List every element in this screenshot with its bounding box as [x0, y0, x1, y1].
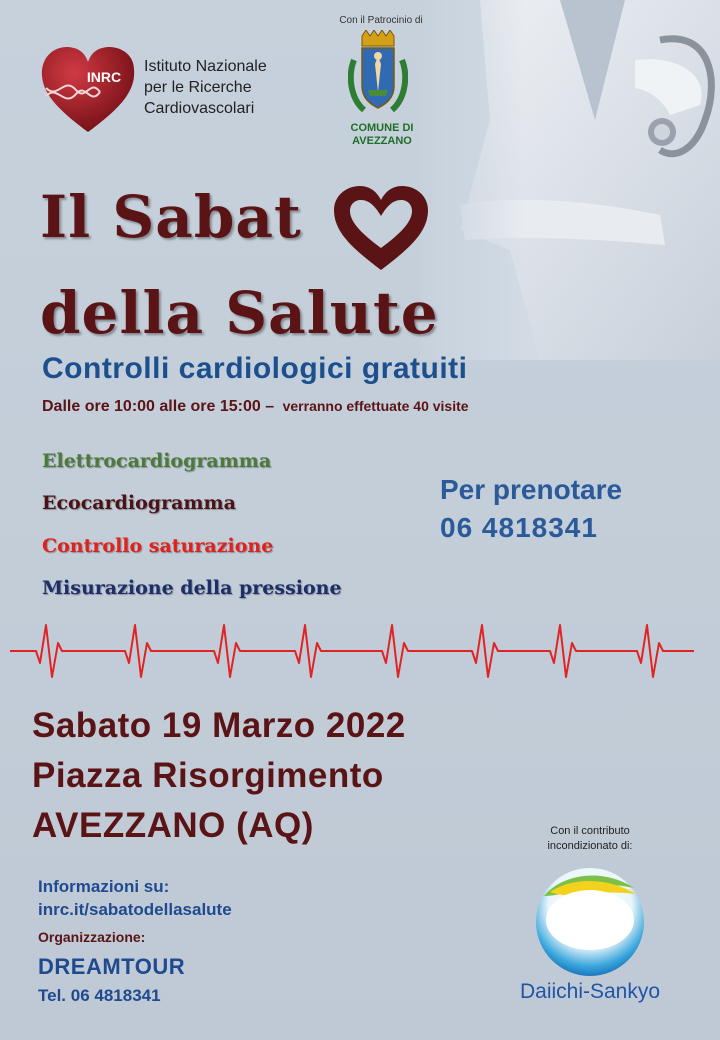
- organization-name: DREAMTOUR: [38, 954, 186, 979]
- booking-phone: 06 4818341: [440, 512, 598, 543]
- inrc-logo-text: INRC: [86, 69, 122, 85]
- hours-info: [42, 398, 469, 416]
- service-item: Elettrocardiogramma: [42, 450, 272, 472]
- inrc-heart-logo: [38, 40, 138, 136]
- heart-icon: [330, 184, 432, 272]
- inrc-name-line: per le Ricerche: [144, 79, 252, 96]
- inrc-institute-name: [144, 56, 334, 119]
- hours-main: Dalle ore 10:00 alle ore 15:00 –: [42, 398, 275, 415]
- booking-label: Per prenotare: [440, 474, 623, 505]
- comune-name: [320, 122, 444, 148]
- daiichi-sankyo-logo: [530, 862, 650, 978]
- sponsor-label-line: Con il contributo: [550, 825, 630, 837]
- event-place: Piazza Risorgimento: [32, 756, 384, 795]
- inrc-name-line: Istituto Nazionale: [144, 58, 267, 75]
- organization-phone: Tel. 06 4818341: [38, 986, 161, 1005]
- hours-detail: verranno effettuate 40 visite: [282, 398, 469, 414]
- patronage-label: Con il Patrocinio di: [339, 15, 423, 26]
- info-url: inrc.it/sabatodellasalute: [38, 900, 232, 919]
- inrc-name-line: Cardiovascolari: [144, 100, 255, 117]
- avezzano-crest-icon: [348, 30, 408, 120]
- ecg-line-divider: [10, 620, 694, 682]
- organization-label: Organizzazione:: [38, 929, 146, 945]
- service-item: Controllo saturazione: [42, 535, 274, 557]
- comune-name-line: AVEZZANO: [352, 135, 412, 147]
- sponsor-label-line: incondizionato di:: [547, 840, 633, 852]
- sponsor-label: [520, 824, 660, 854]
- service-item: Misurazione della pressione: [42, 577, 342, 599]
- info-label: Informazioni su:: [38, 877, 170, 896]
- comune-name-line: COMUNE DI: [350, 122, 414, 134]
- title-line-2: della Salute: [40, 279, 439, 347]
- event-city: AVEZZANO (AQ): [32, 806, 314, 845]
- doctor-illustration: [420, 0, 720, 360]
- title-line-1: Il Sabat: [40, 183, 302, 251]
- sponsor-name: Daiichi-Sankyo: [519, 980, 661, 1003]
- service-item: Ecocardiogramma: [42, 492, 236, 514]
- subtitle: Controlli cardiologici gratuiti: [42, 352, 468, 385]
- event-date: Sabato 19 Marzo 2022: [32, 706, 406, 745]
